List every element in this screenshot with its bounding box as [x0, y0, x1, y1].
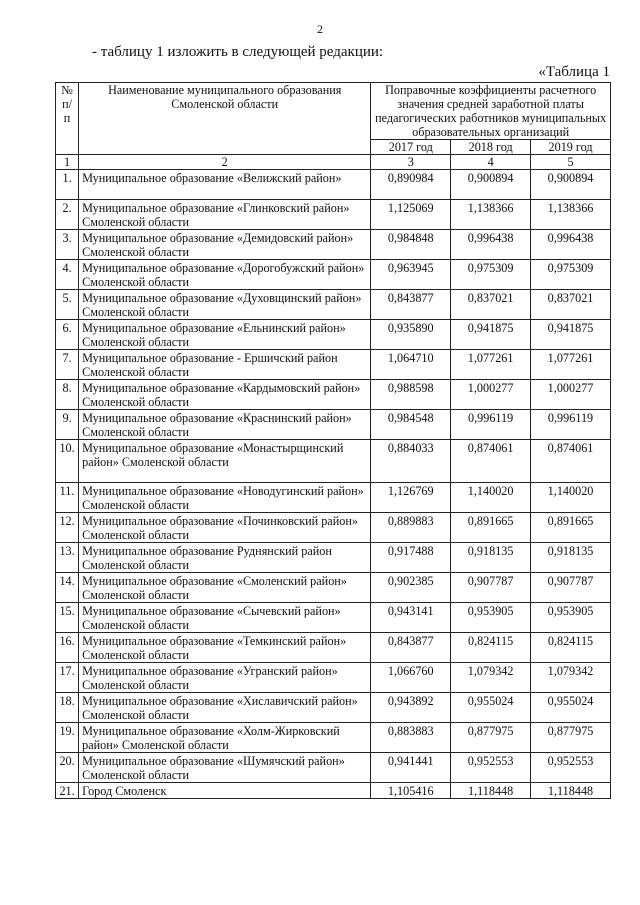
row-number: 14.	[56, 572, 79, 602]
row-number: 4.	[56, 259, 79, 289]
coefficient-2019: 1,077261	[531, 349, 611, 379]
table-row	[56, 512, 611, 542]
coefficient-2017: 0,889883	[371, 512, 451, 542]
coefficient-2017: 0,890984	[371, 170, 451, 200]
table-row	[56, 379, 611, 409]
table-row	[56, 482, 611, 512]
coefficient-2019: 1,138366	[531, 199, 611, 229]
coefficient-2018: 1,138366	[451, 199, 531, 229]
coefficient-2019: 0,837021	[531, 289, 611, 319]
row-number: 5.	[56, 289, 79, 319]
municipality-name: Муниципальное образование «Дорогобужский район» Смоленской области	[79, 259, 371, 289]
municipality-name: Муниципальное образование «Темкинский район» Смоленской области	[79, 632, 371, 662]
coefficient-2017: 0,884033	[371, 439, 451, 482]
coefficient-2018: 0,941875	[451, 319, 531, 349]
coefficient-2018: 0,996438	[451, 229, 531, 259]
coefficient-2017: 1,126769	[371, 482, 451, 512]
coefficient-2018: 0,952553	[451, 752, 531, 782]
table-row	[56, 632, 611, 662]
row-number: 3.	[56, 229, 79, 259]
coefficient-2017: 0,941441	[371, 752, 451, 782]
header-year-2017: 2017 год	[371, 140, 451, 155]
table-caption: «Таблица 1	[538, 64, 610, 80]
row-number: 12.	[56, 512, 79, 542]
municipality-name: Муниципальное образование «Духовщинский район» Смоленской области	[79, 289, 371, 319]
municipality-name: Муниципальное образование «Велижский район»	[79, 170, 371, 200]
row-number: 8.	[56, 379, 79, 409]
row-number: 17.	[56, 662, 79, 692]
table-row	[56, 782, 611, 798]
row-number: 18.	[56, 692, 79, 722]
municipality-name: Муниципальное образование «Угранский район» Смоленской области	[79, 662, 371, 692]
coefficient-2019: 0,952553	[531, 752, 611, 782]
row-number: 9.	[56, 409, 79, 439]
coefficient-2017: 0,935890	[371, 319, 451, 349]
coefficient-2019: 0,891665	[531, 512, 611, 542]
coefficient-2019: 0,996438	[531, 229, 611, 259]
row-number: 2.	[56, 199, 79, 229]
coefficient-2018: 0,900894	[451, 170, 531, 200]
coefficient-2019: 1,140020	[531, 482, 611, 512]
table-row	[56, 542, 611, 572]
table-row	[56, 289, 611, 319]
table-row	[56, 722, 611, 752]
column-number: 4	[451, 155, 531, 170]
coefficient-2019: 0,918135	[531, 542, 611, 572]
row-number: 20.	[56, 752, 79, 782]
municipality-name: Муниципальное образование «Хиславичский район» Смоленской области	[79, 692, 371, 722]
coefficient-2017: 0,984848	[371, 229, 451, 259]
table-row	[56, 752, 611, 782]
coefficient-2019: 0,900894	[531, 170, 611, 200]
coefficient-2018: 0,975309	[451, 259, 531, 289]
municipality-name: Муниципальное образование «Демидовский район» Смоленской области	[79, 229, 371, 259]
coefficient-2018: 0,918135	[451, 542, 531, 572]
intro-text: - таблицу 1 изложить в следующей редакции:	[92, 44, 384, 60]
row-number: 11.	[56, 482, 79, 512]
coefficient-2018: 1,079342	[451, 662, 531, 692]
municipality-name: Муниципальное образование «Новодугинский район» Смоленской области	[79, 482, 371, 512]
coefficient-2017: 1,125069	[371, 199, 451, 229]
municipality-name: Муниципальное образование «Монастырщинский район» Смоленской области	[79, 439, 371, 482]
coefficients-table	[55, 82, 611, 799]
coefficient-2017: 0,902385	[371, 572, 451, 602]
coefficient-2018: 0,907787	[451, 572, 531, 602]
table-row	[56, 602, 611, 632]
municipality-name: Муниципальное образование «Глинковский район» Смоленской области	[79, 199, 371, 229]
coefficient-2017: 0,943892	[371, 692, 451, 722]
coefficient-2017: 0,943141	[371, 602, 451, 632]
table-row	[56, 170, 611, 200]
municipality-name: Муниципальное образование Руднянский район Смоленской области	[79, 542, 371, 572]
coefficient-2019: 0,941875	[531, 319, 611, 349]
coefficient-2018: 0,955024	[451, 692, 531, 722]
coefficient-2018: 0,891665	[451, 512, 531, 542]
table-row	[56, 439, 611, 482]
column-number: 5	[531, 155, 611, 170]
header-num: № п/п	[56, 83, 79, 155]
coefficient-2018: 1,118448	[451, 782, 531, 798]
coefficient-2018: 1,000277	[451, 379, 531, 409]
coefficient-2019: 0,874061	[531, 439, 611, 482]
coefficient-2019: 0,955024	[531, 692, 611, 722]
coefficient-2019: 0,877975	[531, 722, 611, 752]
coefficient-2018: 1,140020	[451, 482, 531, 512]
municipality-name: Муниципальное образование «Починковский район» Смоленской области	[79, 512, 371, 542]
municipality-name: Муниципальное образование «Кардымовский район» Смоленской области	[79, 379, 371, 409]
row-number: 1.	[56, 170, 79, 200]
coefficient-2018: 0,874061	[451, 439, 531, 482]
coefficient-2019: 0,975309	[531, 259, 611, 289]
municipality-name: Город Смоленск	[79, 782, 371, 798]
coefficient-2018: 0,824115	[451, 632, 531, 662]
page-number: 2	[317, 22, 323, 36]
coefficient-2017: 0,963945	[371, 259, 451, 289]
coefficient-2017: 0,843877	[371, 289, 451, 319]
coefficient-2017: 0,843877	[371, 632, 451, 662]
column-number: 2	[79, 155, 371, 170]
coefficient-2017: 1,105416	[371, 782, 451, 798]
column-number: 3	[371, 155, 451, 170]
coefficient-2017: 0,883883	[371, 722, 451, 752]
municipality-name: Муниципальное образование «Смоленский район» Смоленской области	[79, 572, 371, 602]
coefficient-2019: 1,118448	[531, 782, 611, 798]
municipality-name: Муниципальное образование - Ершичский район Смоленской области	[79, 349, 371, 379]
table-row	[56, 199, 611, 229]
coefficient-2017: 1,064710	[371, 349, 451, 379]
coefficient-2019: 0,907787	[531, 572, 611, 602]
coefficient-2017: 0,988598	[371, 379, 451, 409]
row-number: 6.	[56, 319, 79, 349]
coefficient-2017: 1,066760	[371, 662, 451, 692]
coefficient-2019: 1,079342	[531, 662, 611, 692]
row-number: 19.	[56, 722, 79, 752]
row-number: 15.	[56, 602, 79, 632]
table-row	[56, 692, 611, 722]
coefficient-2018: 0,877975	[451, 722, 531, 752]
table-row	[56, 259, 611, 289]
header-coefficients: Поправочные коэффициенты расчетного значения средней заработной платы педагогических работников муниципальных образовательных организаций	[371, 83, 611, 140]
row-number: 10.	[56, 439, 79, 482]
table-row	[56, 349, 611, 379]
coefficient-2018: 0,996119	[451, 409, 531, 439]
column-number: 1	[56, 155, 79, 170]
coefficient-2019: 1,000277	[531, 379, 611, 409]
table-row	[56, 572, 611, 602]
municipality-name: Муниципальное образование «Холм-Жирковский район» Смоленской области	[79, 722, 371, 752]
municipality-name: Муниципальное образование «Шумячский район» Смоленской области	[79, 752, 371, 782]
municipality-name: Муниципальное образование «Ельнинский район» Смоленской области	[79, 319, 371, 349]
header-year-2018: 2018 год	[451, 140, 531, 155]
municipality-name: Муниципальное образование «Сычевский район» Смоленской области	[79, 602, 371, 632]
coefficient-2019: 0,996119	[531, 409, 611, 439]
table-row	[56, 662, 611, 692]
row-number: 16.	[56, 632, 79, 662]
coefficient-2017: 0,917488	[371, 542, 451, 572]
header-year-2019: 2019 год	[531, 140, 611, 155]
coefficient-2019: 0,953905	[531, 602, 611, 632]
coefficient-2017: 0,984548	[371, 409, 451, 439]
coefficient-2018: 0,953905	[451, 602, 531, 632]
municipality-name: Муниципальное образование «Краснинский район» Смоленской области	[79, 409, 371, 439]
row-number: 13.	[56, 542, 79, 572]
table-row	[56, 229, 611, 259]
header-name: Наименование муниципального образования Смоленской области	[79, 83, 371, 155]
coefficient-2018: 0,837021	[451, 289, 531, 319]
coefficient-2019: 0,824115	[531, 632, 611, 662]
table-row	[56, 319, 611, 349]
table-row	[56, 409, 611, 439]
row-number: 7.	[56, 349, 79, 379]
row-number: 21.	[56, 782, 79, 798]
coefficient-2018: 1,077261	[451, 349, 531, 379]
